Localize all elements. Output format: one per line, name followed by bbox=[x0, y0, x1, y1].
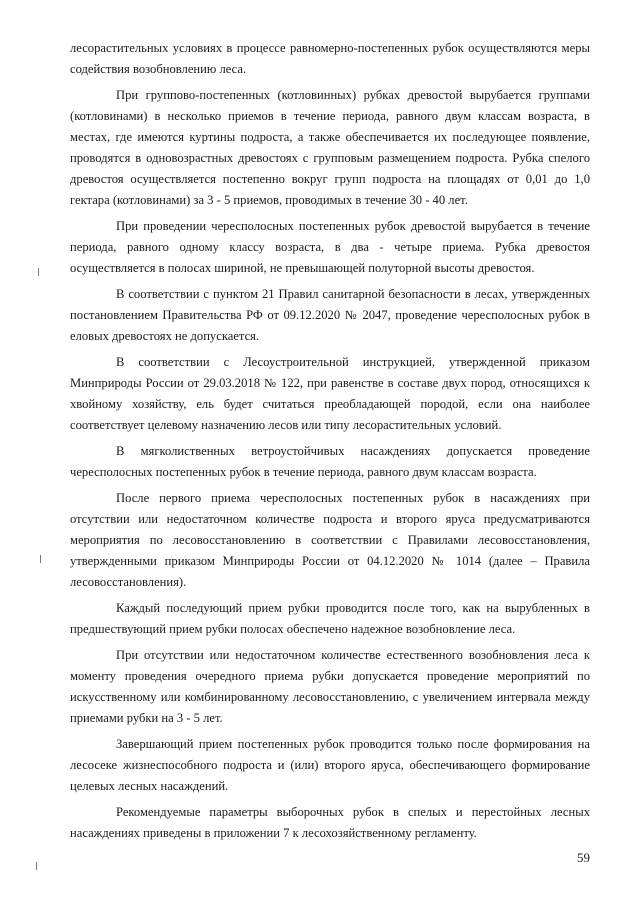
scan-mark bbox=[40, 555, 41, 563]
paragraph: В соответствии с пунктом 21 Правил санитарной безопасности в лесах, утвержденных постановлением Правительства РФ от 09.12.2020 № 2047, проведение чересполосных рубок в еловых древостоях не допускается. bbox=[70, 287, 590, 343]
paragraph: В соответствии с Лесоустроительной инструкцией, утвержденной приказом Минприроды России от 29.03.2018 № 122, при равенстве в составе двух пород, относящихся к хвойному хозяйству, ель будет считаться преобладающей породой, если она наиболее соответствует целевому назначению лесов или типу лесорастительных условий. bbox=[70, 355, 590, 432]
paragraph: Каждый последующий прием рубки проводится после того, как на вырубленных в предшествующий прием рубки полосах обеспечено надежное возобновление леса. bbox=[70, 601, 590, 636]
body-text bbox=[70, 38, 590, 849]
scan-mark bbox=[38, 268, 39, 276]
paragraph: лесорастительных условиях в процессе равномерно-постепенных рубок осуществляются меры содействия возобновлению леса. bbox=[70, 41, 590, 76]
paragraph: При группово-постепенных (котловинных) рубках древостой вырубается группами (котловинами) в несколько приемов в течение периода, равного двум классам возраста, в местах, где имеются куртины подроста, а также обеспечивается их последующее появление, проводятся в одновозрастных древостоях с групповым размещением подроста. Рубка спелого древостоя осуществляется постепенно вокруг групп подроста на площадях от 0,01 до 1,0 гектара (котловинами) за 3 - 5 приемов, проводимых в течение 30 - 40 лет. bbox=[70, 88, 590, 207]
paragraph: В мягколиственных ветроустойчивых насаждениях допускается проведение чересполосных постепенных рубок в течение периода, равного двум классам возраста. bbox=[70, 444, 590, 479]
scan-mark bbox=[36, 862, 37, 870]
paragraph: При проведении чересполосных постепенных рубок древостой вырубается в течение периода, равного одному классу возраста, в два - четыре приема. Рубка древостоя осуществляется в полосах шириной, не превышающей полуторной высоты древостоя. bbox=[70, 219, 590, 275]
paragraph: Рекомендуемые параметры выборочных рубок в спелых и перестойных лесных насаждениях приведены в приложении 7 к лесохозяйственному регламенту. bbox=[70, 805, 590, 840]
paragraph: Завершающий прием постепенных рубок проводится только после формирования на лесосеке жизнеспособного подроста и (или) второго яруса, обеспечивающего формирование целевых лесных насаждений. bbox=[70, 737, 590, 793]
paragraph: При отсутствии или недостаточном количестве естественного возобновления леса к моменту проведения очередного приема рубки допускается проведение мероприятий по искусственному или комбинированному лесовосстановлению, с увеличением интервала между приемами рубки на 3 - 5 лет. bbox=[70, 648, 590, 725]
page-number: 59 bbox=[577, 850, 590, 865]
paragraph: После первого приема чересполосных постепенных рубок в насаждениях при отсутствии или недостаточном количестве подроста и второго яруса предусматриваются мероприятия по лесовосстановлению в соответствии с Правилами лесовосстановления, утвержденными приказом Минприроды России от 04.12.2020 № 1014 (далее – Правила лесовосстановления). bbox=[70, 491, 590, 589]
